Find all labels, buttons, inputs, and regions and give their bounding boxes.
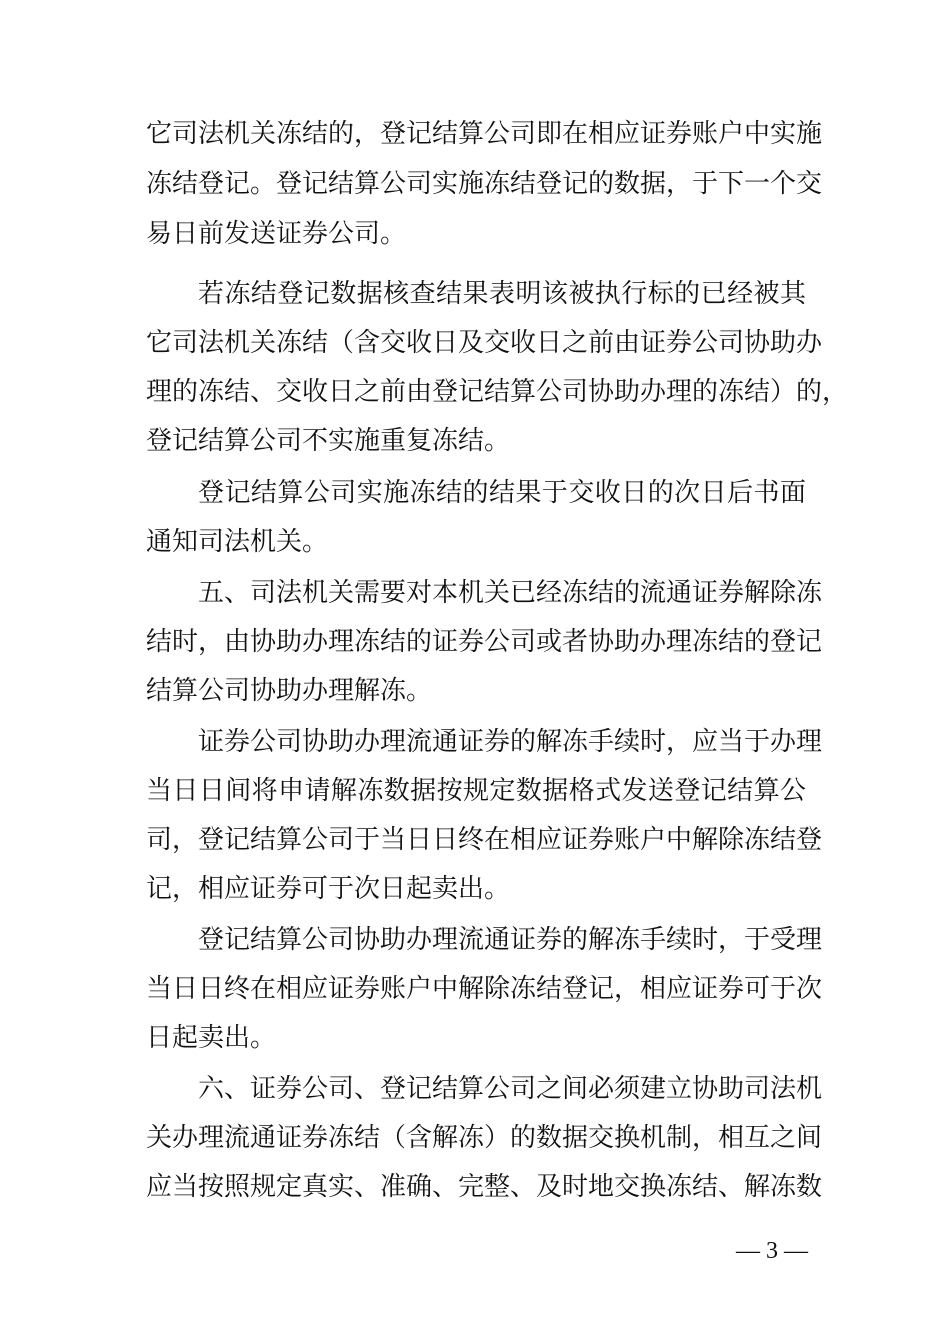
text-line: 结算公司协助办理解冻。 [146, 676, 433, 706]
text-line: 易日前发送证券公司。 [146, 219, 407, 249]
text-line: 日起卖出。 [146, 1023, 277, 1053]
text-line: 它司法机关冻结的，登记结算公司即在相应证券账户中实施 [146, 119, 823, 149]
text-line: 冻结登记。登记结算公司实施冻结登记的数据，于下一个交 [146, 169, 823, 199]
page-number: — 3 — [736, 1238, 808, 1264]
text-line: 登记结算公司不实施重复冻结。 [146, 426, 511, 456]
text-line: 六、证券公司、登记结算公司之间必须建立协助司法机 [198, 1074, 823, 1104]
text-line: 理的冻结、交收日之前由登记结算公司协助办理的冻结）的， [146, 377, 849, 407]
text-line: 当日日终在相应证券账户中解除冻结登记，相应证券可于次 [146, 974, 823, 1004]
text-line: 结时，由协助办理冻结的证券公司或者协助办理冻结的登记 [146, 627, 823, 657]
text-line: 当日日间将申请解冻数据按规定数据格式发送登记结算公 [146, 776, 806, 806]
text-line: 证券公司协助办理流通证券的解冻手续时，应当于办理 [198, 727, 823, 757]
text-line: 若冻结登记数据核查结果表明该被执行标的已经被其 [198, 279, 806, 309]
text-line: 关办理流通证券冻结（含解冻）的数据交换机制，相互之间 [146, 1123, 823, 1153]
text-line: 它司法机关冻结（含交收日及交收日之前由证券公司协助办 [146, 328, 823, 358]
text-line: 记，相应证券可于次日起卖出。 [146, 874, 511, 904]
text-line: 登记结算公司协助办理流通证券的解冻手续时，于受理 [198, 925, 823, 955]
text-line: 登记结算公司实施冻结的结果于交收日的次日后书面 [198, 478, 806, 508]
text-line: 应当按照规定真实、准确、完整、及时地交换冻结、解冻数 [146, 1172, 823, 1202]
text-line: 司，登记结算公司于当日日终在相应证券账户中解除冻结登 [146, 825, 823, 855]
text-line: 五、司法机关需要对本机关已经冻结的流通证券解除冻 [198, 578, 823, 608]
text-line: 通知司法机关。 [146, 527, 329, 557]
